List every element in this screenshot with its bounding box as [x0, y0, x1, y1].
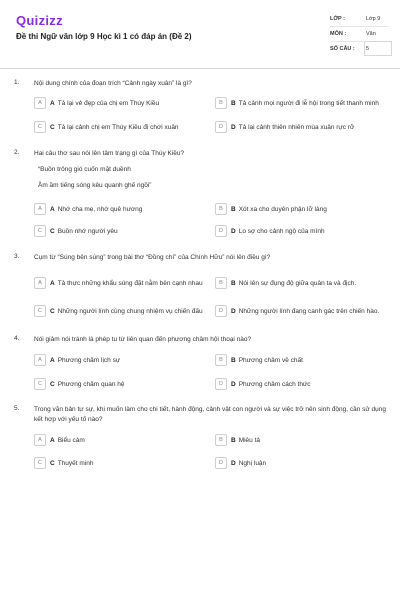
- meta-value: Văn: [366, 31, 376, 37]
- option-letter-box: A: [34, 97, 46, 109]
- option-letter-box: A: [34, 354, 46, 366]
- option-letter: A: [50, 205, 55, 213]
- option-text: Nói lên sự đụng độ giữa quân ta và địch.: [238, 279, 357, 287]
- question-number: 2.: [14, 149, 20, 156]
- option-text: Tả lại cảnh thiên nhiên mùa xuân rực rỡ: [238, 123, 355, 131]
- option-c[interactable]: [34, 120, 179, 134]
- option-d[interactable]: [215, 224, 325, 238]
- option-text: Những người lính cùng chung nhiệm vụ chiến đấu: [57, 307, 203, 315]
- option-c[interactable]: [34, 456, 93, 470]
- option-letter-box: C: [34, 305, 46, 317]
- meta-count-box: [364, 41, 392, 56]
- option-letter-box: D: [215, 305, 227, 317]
- option-letter: C: [50, 227, 55, 235]
- option-a[interactable]: [34, 353, 120, 367]
- option-letter: C: [50, 123, 55, 131]
- option-text: Xót xa cho duyên phận lỡ làng: [238, 205, 327, 213]
- option-letter: B: [231, 99, 236, 107]
- question-number: 3.: [14, 253, 20, 260]
- option-letter: C: [50, 459, 55, 467]
- option-letter: C: [50, 380, 55, 388]
- option-d[interactable]: [215, 377, 311, 391]
- option-letter: D: [231, 380, 236, 388]
- question-number: 1.: [14, 79, 20, 86]
- option-letter: D: [231, 227, 236, 235]
- option-letter-box: B: [215, 434, 227, 446]
- question-number: 4.: [14, 335, 20, 342]
- option-text: Nghị luận: [238, 459, 267, 467]
- option-c[interactable]: [34, 301, 204, 321]
- meta-row-subject: [330, 27, 388, 42]
- meta-row-class: [330, 12, 388, 27]
- option-a[interactable]: [34, 433, 85, 447]
- option-a[interactable]: [34, 96, 159, 110]
- option-text: Tả lại vẻ đẹp của chị em Thúy Kiều: [57, 99, 160, 107]
- option-text: Biểu cảm: [57, 436, 85, 444]
- option-text: Tả lại cảnh chị em Thúy Kiều đi chơi xuân: [57, 123, 179, 131]
- option-letter-box: B: [215, 354, 227, 366]
- option-letter: D: [231, 123, 236, 131]
- quote-line-2: Ầm ầm tiếng sóng kêu quanh ghế ngồi”: [38, 182, 152, 189]
- option-letter-box: A: [34, 277, 46, 289]
- option-b[interactable]: [215, 433, 260, 447]
- option-text: Phương châm về chất: [238, 356, 303, 364]
- option-letter: D: [231, 307, 236, 315]
- worksheet-header: [0, 0, 400, 68]
- option-letter-box: B: [215, 97, 227, 109]
- option-letter: A: [50, 279, 55, 287]
- meta-label: SỐ CÂU :: [330, 46, 355, 52]
- option-letter: A: [50, 356, 55, 364]
- option-text: Buồn nhớ người yêu: [57, 227, 118, 235]
- quizizz-logo: Quizizz: [16, 13, 63, 28]
- option-d[interactable]: [215, 456, 266, 470]
- option-a[interactable]: [34, 202, 142, 216]
- option-text: Nhớ cha mẹ, nhớ quê hương: [57, 205, 143, 213]
- option-letter-box: B: [215, 277, 227, 289]
- option-d[interactable]: [215, 304, 379, 318]
- meta-value: 5: [366, 46, 370, 52]
- option-letter: A: [50, 436, 55, 444]
- option-letter-box: B: [215, 203, 227, 215]
- quote-line-1: “Buồn trông gió cuốn mặt duềnh: [38, 166, 131, 173]
- option-text: Lo sợ cho cảnh ngộ của mình: [238, 227, 325, 235]
- question-text: Nói giảm nói tránh là phép tu từ liên quan đến phương châm hội thoại nào?: [34, 336, 252, 343]
- option-a[interactable]: [34, 273, 204, 293]
- option-letter-box: D: [215, 225, 227, 237]
- option-letter-box: D: [215, 378, 227, 390]
- option-d[interactable]: [215, 120, 354, 134]
- question-text: Cụm từ “Súng bên súng” trong bài thơ “Đồng chí” của Chính Hữu” nói lên điều gì?: [34, 254, 271, 261]
- option-b[interactable]: [215, 276, 356, 290]
- option-b[interactable]: [215, 353, 303, 367]
- option-text: Tả thực những khẩu súng đặt nằm bên cạnh nhau: [57, 279, 203, 287]
- meta-label: LỚP :: [330, 16, 345, 22]
- option-text: Phương châm cách thức: [238, 380, 311, 388]
- option-letter: B: [231, 436, 236, 444]
- option-b[interactable]: [215, 96, 379, 110]
- option-b[interactable]: [215, 202, 327, 216]
- option-letter-box: A: [34, 203, 46, 215]
- question-text: Trong văn bản tự sự, khi muốn làm cho chi tiết, hành động, cảnh vật con người và sự việc trở nên sinh động, cần sử dụng kết hợp với yếu tố nào?: [34, 406, 386, 423]
- option-letter: A: [50, 99, 55, 107]
- option-text: Thuyết minh: [57, 459, 94, 467]
- option-c[interactable]: [34, 224, 118, 238]
- option-letter-box: C: [34, 457, 46, 469]
- option-c[interactable]: [34, 377, 125, 391]
- option-text: Tả cảnh mọi người đi lễ hội trong tiết thanh minh: [238, 99, 379, 107]
- page-title: Đề thi Ngữ văn lớp 9 Học kì 1 có đáp án (Đề 2): [16, 32, 192, 41]
- option-letter-box: A: [34, 434, 46, 446]
- option-letter: C: [50, 307, 55, 315]
- question-text: Hai câu thơ sau nói lên tâm trạng gì của Thúy Kiều?: [34, 150, 185, 157]
- option-text: Miêu tả: [238, 436, 261, 444]
- option-letter-box: C: [34, 121, 46, 133]
- header-divider: [0, 68, 400, 69]
- option-letter: D: [231, 459, 236, 467]
- option-letter: B: [231, 205, 236, 213]
- option-text: Những người lính đang canh gác trên chiến hào.: [238, 307, 380, 315]
- option-letter-box: D: [215, 121, 227, 133]
- meta-value: Lớp 9: [366, 16, 381, 22]
- option-letter-box: C: [34, 378, 46, 390]
- option-text: Phương châm quan hệ: [57, 380, 125, 388]
- option-letter: B: [231, 279, 236, 287]
- option-letter: B: [231, 356, 236, 364]
- question-number: 5.: [14, 405, 20, 412]
- option-text: Phương châm lịch sự: [57, 356, 121, 364]
- option-letter-box: C: [34, 225, 46, 237]
- meta-label: MÔN :: [330, 31, 347, 37]
- option-letter-box: D: [215, 457, 227, 469]
- question-text: Nội dung chính của đoạn trích “Cảnh ngày xuân” là gì?: [34, 80, 192, 87]
